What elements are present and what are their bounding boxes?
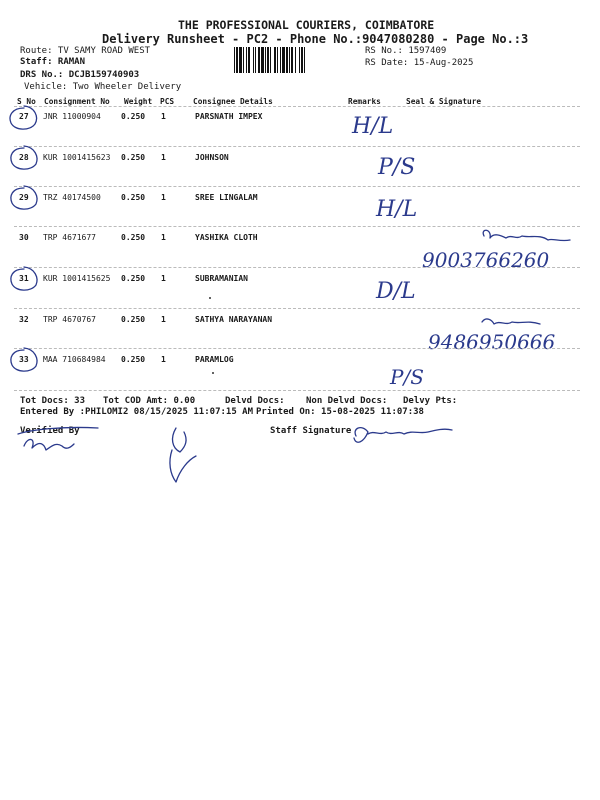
row-remark-note: H/L bbox=[352, 114, 394, 139]
row-pcs: 1 bbox=[161, 315, 166, 324]
row-remark-note: 9486950666 bbox=[428, 330, 556, 354]
row-consignee: SREE LINGALAM bbox=[195, 193, 258, 202]
col-remarks: Remarks bbox=[348, 97, 381, 106]
verified-by-label: Verified By bbox=[20, 426, 80, 436]
row-remark-note: P/S bbox=[390, 365, 424, 389]
row-sno: 30 bbox=[19, 233, 29, 242]
row-weight: 0.250 bbox=[121, 193, 146, 202]
printed-on: Printed On: 15-08-2025 11:07:38 bbox=[256, 407, 424, 417]
col-seal-signature: Seal & Signature bbox=[406, 97, 482, 106]
col-pcs: PCS bbox=[160, 97, 175, 106]
col-consignment: Consignment No bbox=[44, 97, 110, 106]
row-consignment: KUR 1001415625 bbox=[43, 274, 111, 283]
verified-by-signature bbox=[18, 427, 98, 450]
row-pcs: 1 bbox=[161, 355, 166, 364]
row-sno: 29 bbox=[19, 193, 29, 202]
row-weight: 0.250 bbox=[121, 233, 146, 242]
row-consignment: KUR 1001415623 bbox=[43, 153, 111, 162]
route-label: Route: TV SAMY ROAD WEST bbox=[20, 46, 151, 56]
row-consignment: TRP 4670767 bbox=[43, 315, 96, 324]
staff-label: Staff: RAMAN bbox=[20, 57, 86, 67]
row-consignee: PARSNATH IMPEX bbox=[195, 112, 263, 121]
row-pcs: 1 bbox=[161, 274, 166, 283]
col-weight: Weight bbox=[124, 97, 153, 106]
row-remark-note: 9003766260 bbox=[422, 248, 550, 272]
col-consignee: Consignee Details bbox=[193, 97, 273, 106]
rs-date: RS Date: 15-Aug-2025 bbox=[365, 58, 474, 68]
row-consignment: JNR 11000904 bbox=[43, 112, 101, 121]
row-weight: 0.250 bbox=[121, 315, 146, 324]
non-delivered-docs: Non Delvd Docs: bbox=[306, 396, 388, 406]
col-sno: S No bbox=[17, 97, 36, 106]
row-pcs: 1 bbox=[161, 193, 166, 202]
row-pcs: 1 bbox=[161, 112, 166, 121]
row-sno: 33 bbox=[19, 355, 29, 364]
row-consignment: MAA 710684984 bbox=[43, 355, 106, 364]
drs-number: DRS No.: DCJB159740903 bbox=[20, 70, 140, 80]
staff-signature bbox=[354, 428, 452, 443]
row-remark-note: H/L bbox=[376, 197, 418, 222]
row-weight: 0.250 bbox=[121, 112, 146, 121]
delivered-docs: Delvd Docs: bbox=[225, 396, 285, 406]
row-sno: 28 bbox=[19, 153, 29, 162]
row-consignee: PARAMLOG bbox=[195, 355, 234, 364]
entered-by: Entered By :PHILOMI2 08/15/2025 11:07:15 AM bbox=[20, 407, 253, 417]
rs-number: RS No.: 1597409 bbox=[365, 46, 447, 56]
row-remark-note: P/S bbox=[378, 155, 416, 180]
total-docs: Tot Docs: 33 bbox=[20, 396, 86, 406]
row-weight: 0.250 bbox=[121, 274, 146, 283]
row-sno: 31 bbox=[19, 274, 29, 283]
row-consignment: TRZ 40174500 bbox=[43, 193, 101, 202]
row-pcs: 1 bbox=[161, 153, 166, 162]
row-consignee: SUBRAMANIAN bbox=[195, 274, 248, 283]
row-consignee: YASHIKA CLOTH bbox=[195, 233, 258, 242]
staff-signature-label: Staff Signature bbox=[270, 426, 352, 436]
company-name: THE PROFESSIONAL COURIERS, COIMBATORE bbox=[178, 18, 435, 32]
row-sno: 27 bbox=[19, 112, 29, 121]
row-weight: 0.250 bbox=[121, 153, 146, 162]
runsheet-subtitle: Delivery Runsheet - PC2 - Phone No.:9047080280 - Page No.:3 bbox=[102, 32, 529, 46]
row-remark-note: D/L bbox=[376, 279, 416, 304]
row-weight: 0.250 bbox=[121, 355, 146, 364]
row-sno: 32 bbox=[19, 315, 29, 324]
vehicle-label: Vehicle: Two Wheeler Delivery bbox=[24, 82, 182, 92]
row-pcs: 1 bbox=[161, 233, 166, 242]
row-consignment: TRP 4671677 bbox=[43, 233, 96, 242]
row-consignee: JOHNSON bbox=[195, 153, 229, 162]
total-cod-amount: Tot COD Amt: 0.00 bbox=[103, 396, 196, 406]
row-consignee: SATHYA NARAYANAN bbox=[195, 315, 273, 324]
supervisor-signature bbox=[170, 428, 196, 482]
delivery-points: Delvy Pts: bbox=[403, 396, 458, 406]
